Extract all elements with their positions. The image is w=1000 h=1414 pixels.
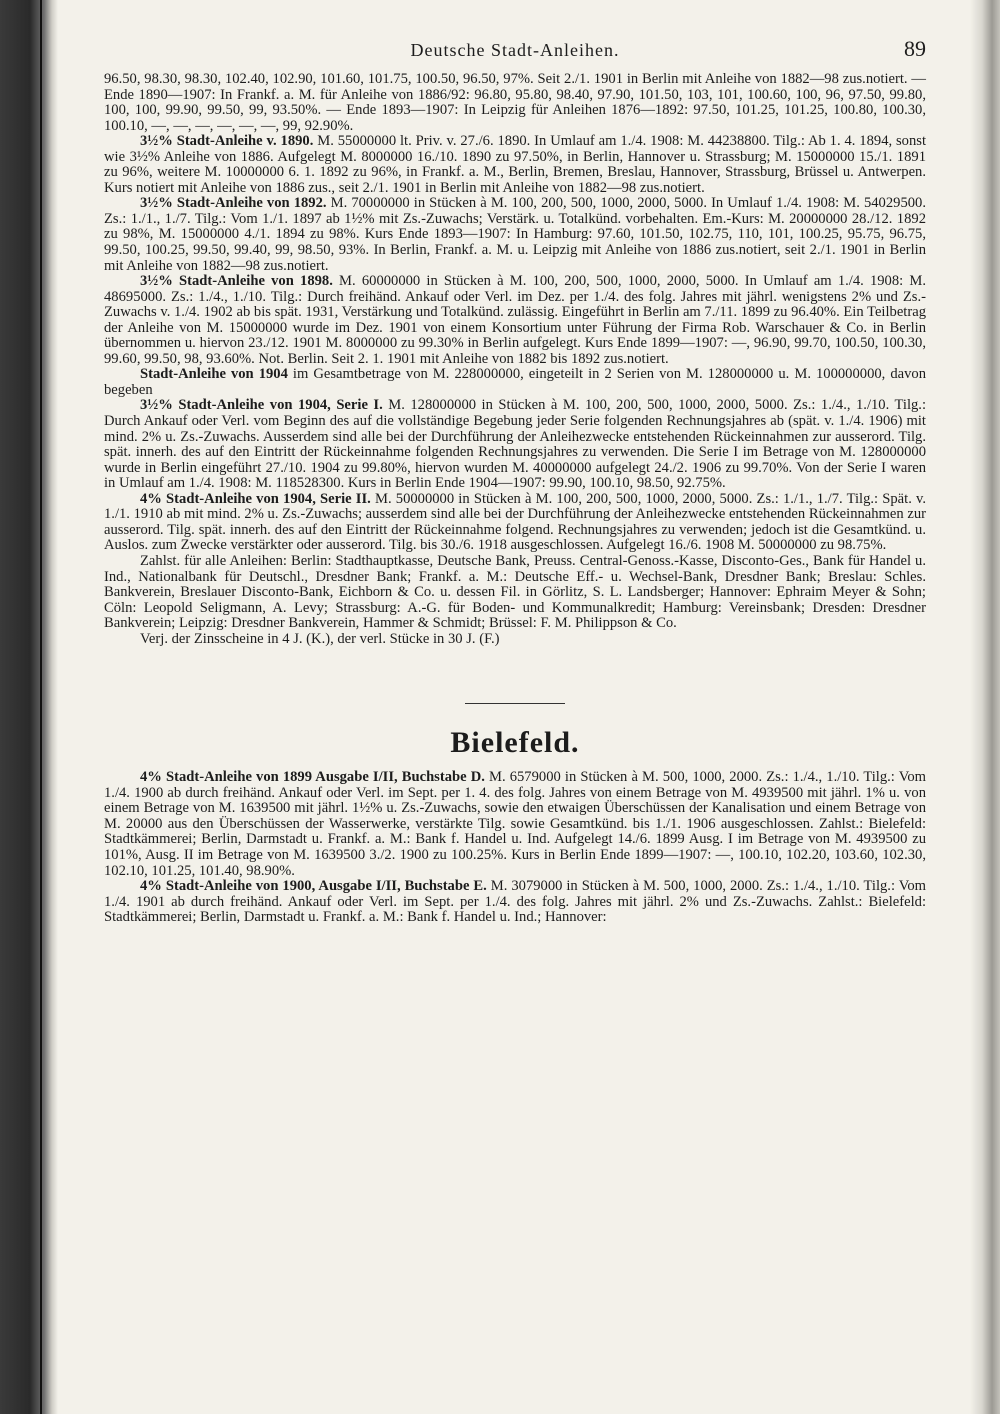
loan-1904-serie-1-title: 3½% Stadt-Anleihe von 1904, Serie I. bbox=[140, 397, 383, 414]
bielefeld-loan-1899-text: M. 6579000 in Stücken à M. 500, 1000, 2000. Zs.: 1./4., 1./10. Tilg.: Vom 1./4. 1900 ab durch freihänd. Ankauf oder Verl. im Sept. per 1. 4. des folg. Jahres von einem Betrage von M. 4939500 mit jährl. 1% u. von einem Betrage von M. 1639500 mit jährl. 1½% u. Zs.-Zuwachs, sowie den etwaigen Überschüssen der Kanalisation und einem Betrage von M. 20000 aus den Überschüssen der Wasserwerke, verstärkte Tilg. sowie Gesamtkünd. bis 1./1. 1906 ausgeschlossen. Zahlst.: Bielefeld: Stadtkämmerei; Berlin, Darmstadt u. Frankf. a. M.: Bank f. Handel u. Ind. Aufgelegt 14./6. 1899 Ausg. I im Betrage von M. 4939500 zu 101%, Ausg. II im Betrage von M. 1639500 3./2. 1900 zu 100.25%. Kurs in Berlin Ende 1899—1907: —, 100.10, 102.20, 103.60, 102.30, 102.10, 101.25, 101.40, 98.90%. bbox=[104, 769, 926, 879]
bielefeld-loan-1900-title: 4% Stadt-Anleihe von 1900, Ausgabe I/II, Buchstabe E. bbox=[140, 878, 487, 895]
bielefeld-loan-1899-title: 4% Stadt-Anleihe von 1899 Ausgabe I/II, Buchstabe D. bbox=[140, 769, 485, 786]
loan-1904-serie-2-paragraph bbox=[104, 492, 926, 554]
loan-1892-title: 3½% Stadt-Anleihe von 1892. bbox=[140, 195, 327, 212]
loan-1904-serie-2-title: 4% Stadt-Anleihe von 1904, Serie II. bbox=[140, 490, 371, 507]
expiry-paragraph: Verj. der Zinsscheine in 4 J. (K.), der verl. Stücke in 30 J. (F.) bbox=[140, 630, 500, 647]
book-spine-shadow bbox=[0, 0, 58, 1414]
loan-1904-serie-1-paragraph bbox=[104, 398, 926, 491]
page-edge-shadow bbox=[970, 0, 1000, 1414]
loan-1904-paragraph bbox=[104, 367, 926, 398]
loan-1892-paragraph bbox=[104, 196, 926, 274]
loan-1904-title: Stadt-Anleihe von 1904 bbox=[140, 366, 288, 383]
paying-agents-paragraph: Zahlst. für alle Anleihen: Berlin: Stadthauptkasse, Deutsche Bank, Preuss. Central-Genoss.-Kasse, Disconto-Ges., Bank für Handel u. Ind., Nationalbank für Deutschl., Dresdner Bank; Frankf. a. M.: Deutsche Eff.- u. Wechsel-Bank, Dresdner Bank; Breslau: Schles. Bankverein, Breslauer Disconto-Bank, Eichborn & Co. u. dessen Fil. in Görlitz, S. L. Landsberger; Hannover: Ephraim Meyer & Sohn; Cöln: Leopold Seligmann, A. Levy; Strassburg: A.-G. für Boden- und Kommunalkredit; Hamburg: Vereinsbank; Dresden: Dresdner Bankverein; Leipzig: Dresdner Bankverein, Hammer & Schmidt; Brüssel: F. M. Philippson & Co. bbox=[104, 552, 926, 632]
loan-1904-text: im Gesamtbetrage von M. 228000000, eingeteilt in 2 Serien von M. 128000000 u. M. 100000000, davon begeben bbox=[104, 366, 926, 398]
bielefeld-loan-1900-paragraph bbox=[104, 879, 926, 926]
loan-1898-text: M. 60000000 in Stücken à M. 100, 200, 500, 1000, 2000, 5000. In Umlauf am 1./4. 1908: M. 48695000. Zs.: 1./4., 1./10. Tilg.: Durch freihänd. Ankauf oder Verl. im Dez. per 1./4. des folg. Jahres mit jährl. wenigstens 2% und Zs.-Zuwachs v. 1./4. 1902 ab bis spät. 1931, Verstärkung und Totalkünd. zulässig. Eingeführt in Berlin am 7./11. 1899 zu 96.40%. Ein Teilbetrag der Anleihe von M. 15000000 wurde im Dez. 1901 von einem Konsortium unter Führung der Firma Rob. Warschauer & Co. in Berlin übernommen u. hiervon 23./12. 1901 M. 8000000 zu 99.30% in Berlin aufgelegt. Kurs Ende 1899—1907: —, 96.90, 99.70, 100.50, 100.30, 99.60, 99.50, 98, 93.60%. Not. Berlin. Seit 2. 1. 1901 mit Anleihe von 1882 bis 1892 zus.notiert. bbox=[104, 273, 926, 367]
page-body bbox=[104, 36, 927, 926]
loan-1904-serie-2-text: M. 50000000 in Stücken à M. 100, 200, 500, 1000, 2000, 5000. Zs.: 1./1., 1./7. Tilg.: Spät. v. 1./1. 1910 ab mit mind. 2% u. Zs.-Zuwachs; ausserdem sind alle bei der Durchführung der Anleihezwecke entstehenden Rückeinnahmen zur ausserord. Tilg. spät. innerh. des auf den Eintritt der Rückeinnahme folgend. Rechnungsjahres zu verwenden; jedoch ist die Gesamtkünd. u. Auslos. zum Zwecke verstärkter oder ausserord. Tilg. bis 30./6. 1918 ausgeschlossen. Aufgelegt 16./6. 1908 M. 50000000 zu 98.75%. bbox=[104, 490, 927, 554]
bielefeld-loan-1899-paragraph bbox=[104, 770, 926, 879]
loan-1890-text: M. 55000000 lt. Priv. v. 27./6. 1890. In Umlauf am 1./4. 1908: M. 44238800. Tilg.: Ab 1. 4. 1894, sonst wie 3½% Anleihe von 1886. Aufgelegt M. 8000000 16./10. 1890 zu 97.50%, in Berlin, Hannover u. Strassburg; M. 15000000 15./1. 1891 zu 96%, weitere M. 10000000 6. 1. 1892 zu 96%, in Frankf. a. M., Berlin, Bremen, Breslau, Hannover, Strassburg, Brüssel u. Antwerpen. Kurs notiert mit Anleihe von 1886 zus., seit 2./1. 1901 in Berlin mit Anleihe von 1882—98 zus.notiert. bbox=[104, 133, 927, 196]
loan-1890-title: 3½% Stadt-Anleihe v. 1890. bbox=[140, 133, 314, 150]
city-heading-bielefeld: Bielefeld. bbox=[450, 726, 580, 760]
page-number: 89 bbox=[904, 36, 926, 61]
running-title: Deutsche Stadt-Anleihen. bbox=[410, 40, 620, 60]
bielefeld-loan-1900-text: M. 3079000 in Stücken à M. 500, 1000, 2000. Zs.: 1./4., 1./10. Tilg.: Vom 1./4. 1901 ab durch freihänd. Ankauf oder Verl. im Sept. per 1./4. des folg. Jahres mit jährl. 2% und Zs.-Zuwachs. Zahlst.: Bielefeld: Stadtkämmerei; Berlin, Darmstadt u. Frankf. a. M.: Bank f. Handel u. Ind.; Hannover: bbox=[104, 878, 927, 926]
loan-1904-serie-1-text: M. 128000000 in Stücken à M. 100, 200, 500, 1000, 2000, 5000. Zs.: 1./4., 1./10. Tilg.: Durch Ankauf oder Verl. vom Beginn des auf die vollständige Begebung jeder Serie folgenden Rechnungsjahres ab (spät. v. 1./4. 1906) mit mind. 2% u. Zs.-Zuwachs. Ausserdem sind alle bei der Durchführung der Anleihezwecke entstehenden Rückeinnahmen zur ausserord. Tilg. spät. innerh. des auf den Eintritt der Rückeinnahme folgenden Rechnungsjahres zu verwenden. Die Serie I im Betrage von M. 128000000 wurde in Berlin eingeführt 27./10. 1904 zu 99.80%, hiervon wurden M. 40000000 aufgelegt 24./2. 1906 zu 99.70%. Von der Serie I waren in Umlauf am 1./4. 1908: M. 118528300. Kurs in Berlin Ende 1904—1907: 99.90, 100.10, 98.50, 92.75%. bbox=[104, 397, 926, 492]
loan-1898-paragraph bbox=[104, 274, 926, 367]
berlin-intro-paragraph: 96.50, 98.30, 98.30, 102.40, 102.90, 101.60, 101.75, 100.50, 96.50, 97%. Seit 2./1. 1901 in Berlin mit Anleihe von 1882—98 zus.notiert. — Ende 1890—1907: In Frankf. a. M. für Anleihe von 1886/92: 96.80, 95.80, 98.40, 97.90, 101.50, 103, 101, 100.60, 100, 96, 97.50, 99.80, 100, 100, 99.90, 99.50, 99, 93.50%. — Ende 1893—1907: In Leipzig für Anleihen 1876—1892: 97.50, 101.25, 101.25, 100.80, 100.30, 100.10, —, —, —, —, —, —, 99, 92.90%. bbox=[104, 71, 926, 134]
running-head bbox=[104, 36, 926, 72]
loan-1898-title: 3½% Stadt-Anleihe von 1898. bbox=[140, 273, 333, 290]
section-divider bbox=[465, 703, 565, 704]
binding-line bbox=[40, 0, 42, 1414]
loan-1892-text: M. 70000000 in Stücken à M. 100, 200, 500, 1000, 2000, 5000. In Umlauf 1./4. 1908: M. 54029500. Zs.: 1./1., 1./7. Tilg.: Vom 1./1. 1897 ab 1½% mit Zs.-Zuwachs; Verstärk. u. Totalkünd. vorbehalten. Em.-Kurs: M. 20000000 28./12. 1892 zu 98%, M. 15000000 4./1. 1894 zu 98%. Kurs Ende 1893—1907: In Hamburg: 97.60, 101.50, 102.75, 110, 101, 100.25, 95.75, 96.75, 99.50, 100.25, 99.50, 99.40, 99, 98.50, 93%. In Berlin, Frankf. a. M. u. Leipzig mit Anleihe von 1886 zus.notiert, seit 2./1. 1901 in Berlin mit Anleihe von 1882—98 zus.notiert. bbox=[104, 195, 926, 274]
loan-1890-paragraph bbox=[104, 134, 926, 196]
